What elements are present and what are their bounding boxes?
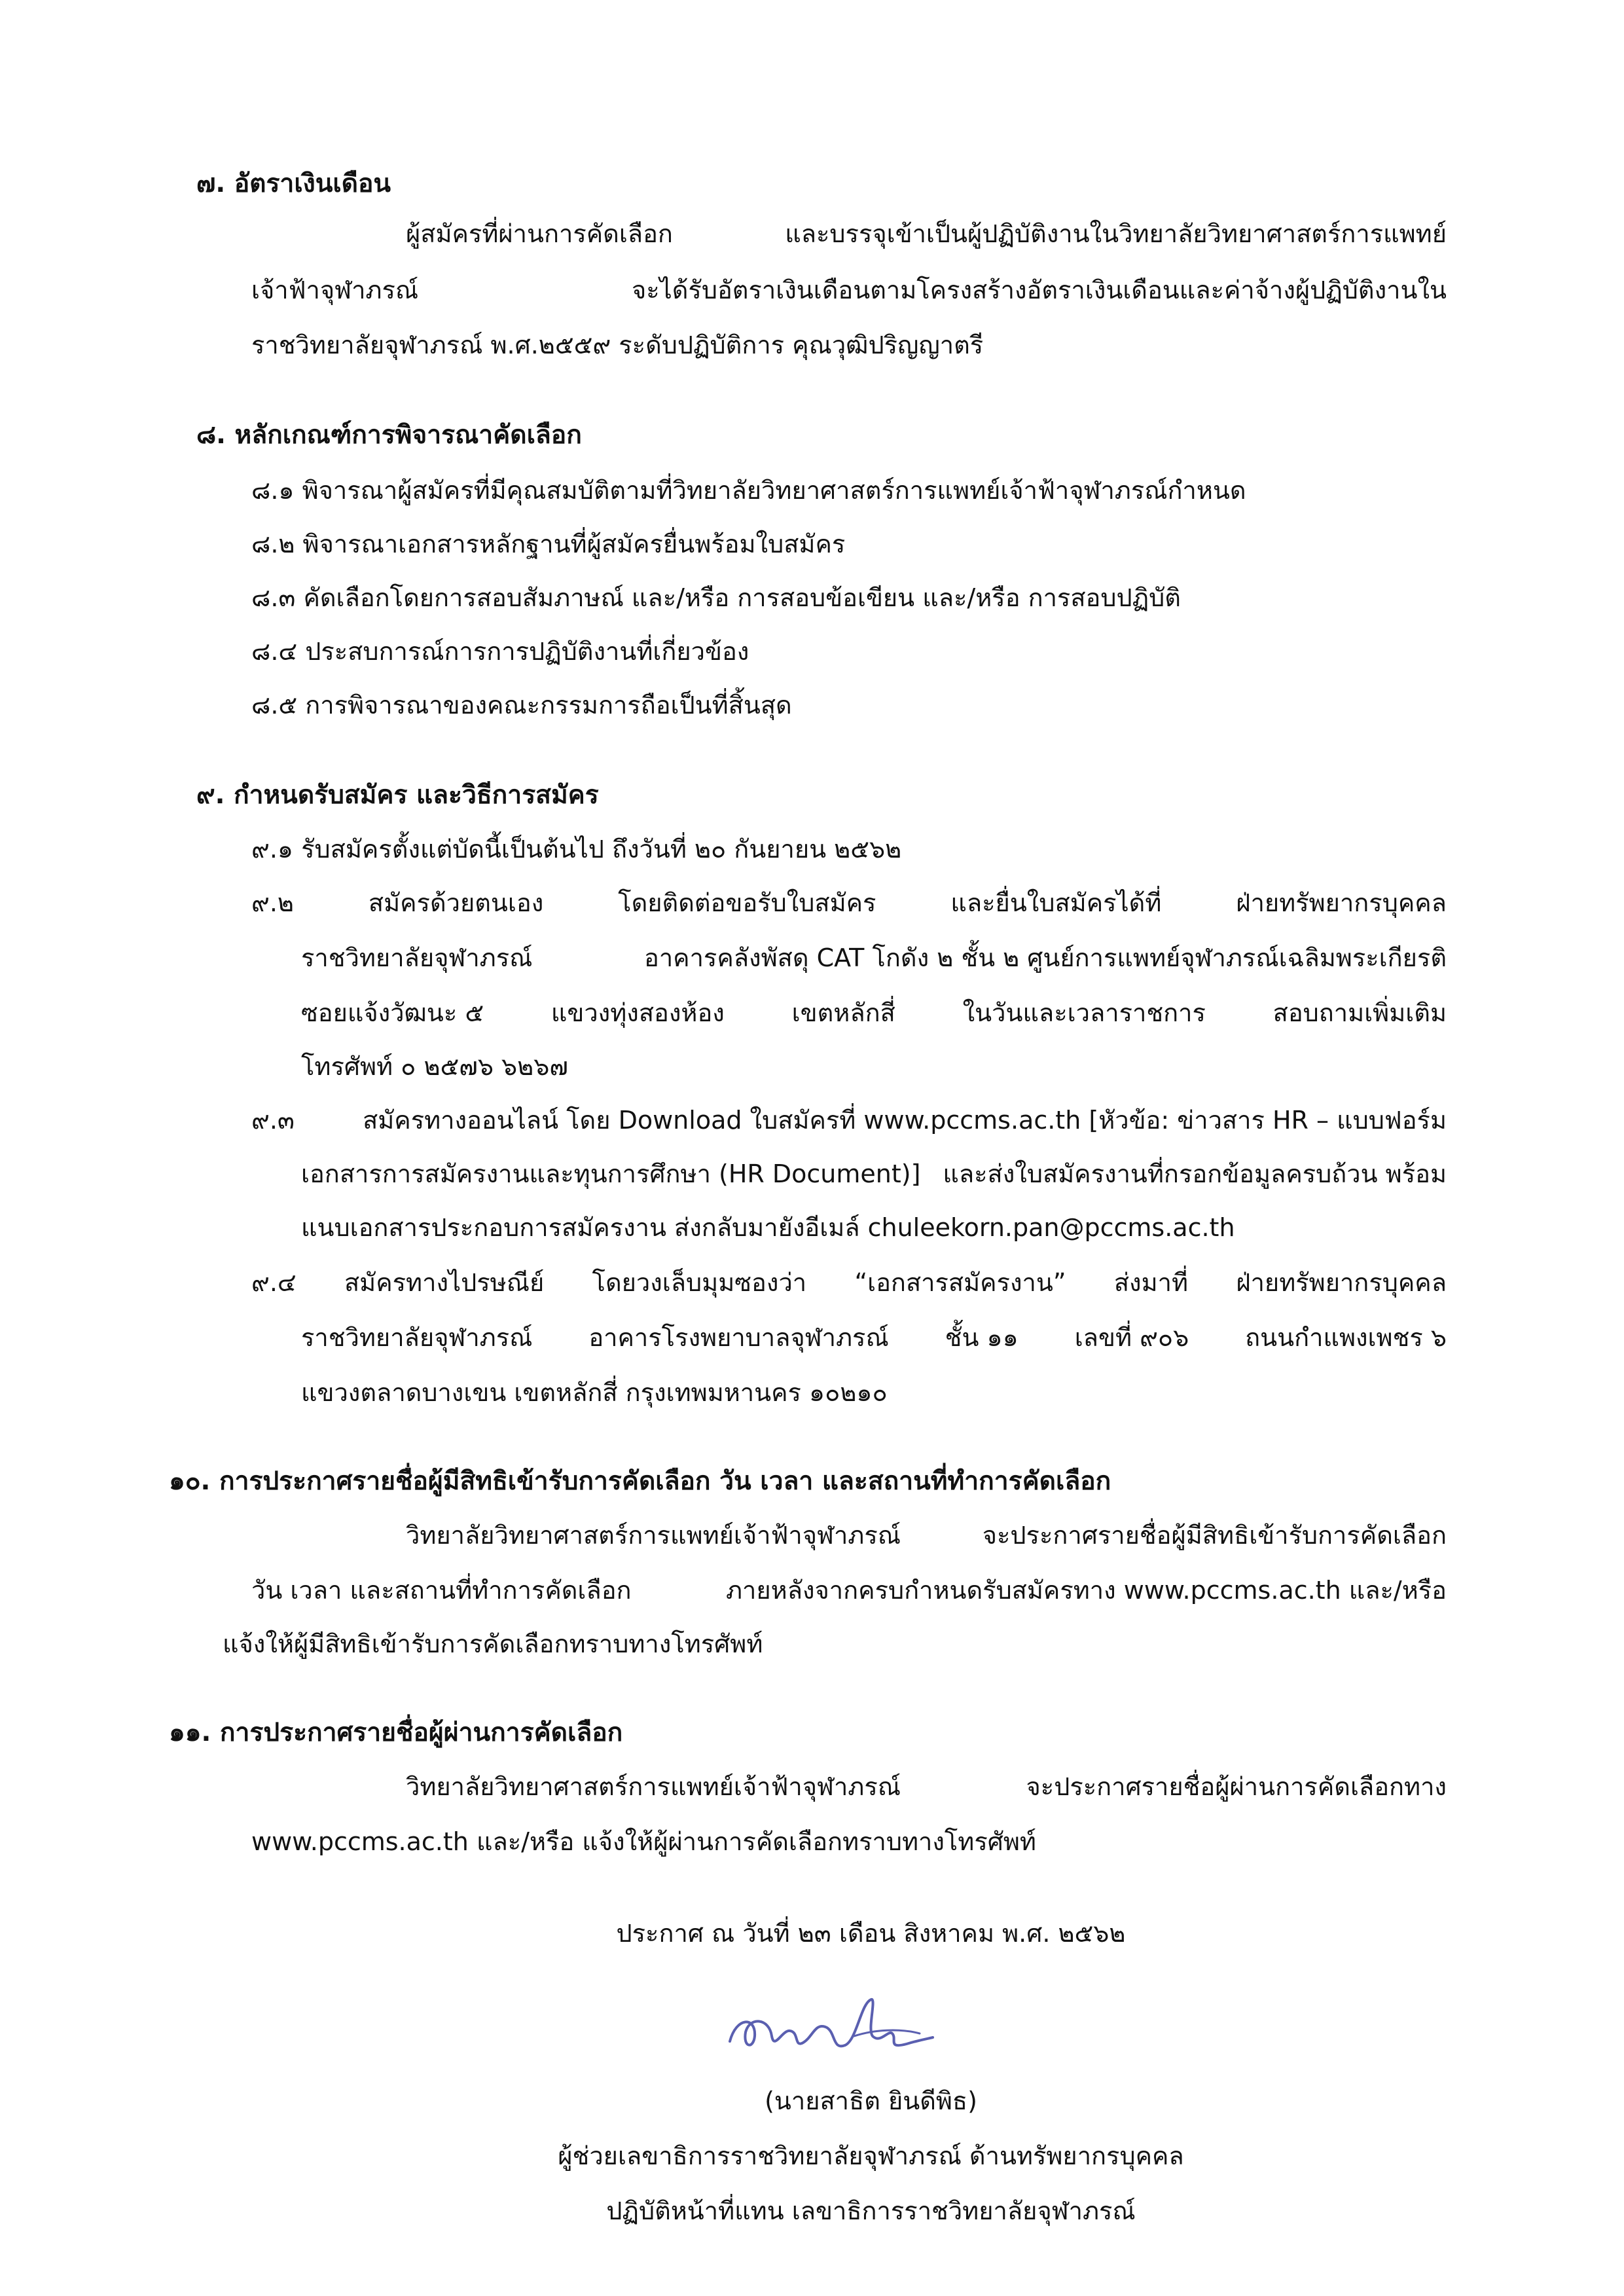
section-8-heading: ๘. หลักเกณฑ์การพิจารณาคัดเลือก	[196, 420, 582, 450]
signatory-acting-title: ปฏิบัติหน้าที่แทน เลขาธิการราชวิทยาลัยจุฬาภรณ์	[606, 2196, 1136, 2225]
application-item: ๙.๒ สมัครด้วยตนเอง โดยติดต่อขอรับใบสมัคร และยื่นใบสมัครได้ที่ ฝ่ายทรัพยากรบุคคล	[251, 888, 1447, 917]
section-7-para-line: ราชวิทยาลัยจุฬาภรณ์ พ.ศ.๒๕๕๙ ระดับปฏิบัติการ คุณวุฒิปริญญาตรี	[251, 331, 984, 359]
section-10-heading: ๑๐. การประกาศรายชื่อผู้มีสิทธิเข้ารับการคัดเลือก วัน เวลา และสถานที่ทำการคัดเลือก	[169, 1467, 1111, 1496]
application-item-cont: ราชวิทยาลัยจุฬาภรณ์ อาคารคลังพัสดุ CAT โกดัง ๒ ชั้น ๒ ศูนย์การแพทย์จุฬาภรณ์เฉลิมพระเกียรติ	[301, 943, 1447, 972]
section-10-para-line: วัน เวลา และสถานที่ทำการคัดเลือก ภายหลังจากครบกำหนดรับสมัครทาง www.pccms.ac.th และ/หรือ	[251, 1576, 1447, 1605]
section-7-heading: ๗. อัตราเงินเดือน	[196, 169, 391, 198]
announcement-date: ประกาศ ณ วันที่ ๒๓ เดือน สิงหาคม พ.ศ. ๒๕๖๒	[616, 1919, 1126, 1948]
section-11-para-line: www.pccms.ac.th และ/หรือ แจ้งให้ผู้ผ่านการคัดเลือกทราบทางโทรศัพท์	[251, 1827, 1036, 1856]
application-item: ๙.๓ สมัครทางออนไลน์ โดย Download ใบสมัครที่ www.pccms.ac.th [หัวข้อ: ข่าวสาร HR – แบบฟอร์ม	[251, 1106, 1447, 1135]
application-item-cont: ซอยแจ้งวัฒนะ ๕ แขวงทุ่งสองห้อง เขตหลักสี่ ในวันและเวลาราชการ สอบถามเพิ่มเติม	[301, 998, 1447, 1027]
section-7-para-line: เจ้าฟ้าจุฬาภรณ์ จะได้รับอัตราเงินเดือนตามโครงสร้างอัตราเงินเดือนและค่าจ้างผู้ปฏิบัติงานใน	[251, 276, 1447, 304]
email-line: แนบเอกสารประกอบการสมัครงาน ส่งกลับมายังอีเมล์ chuleekorn.pan@pccms.ac.th	[301, 1213, 1235, 1242]
application-item-cont: ราชวิทยาลัยจุฬาภรณ์ อาคารโรงพยาบาลจุฬาภรณ์ ชั้น ๑๑ เลขที่ ๙๐๖ ถนนกำแพงเพชร ๖	[301, 1323, 1447, 1352]
section-9-heading: ๙. กำหนดรับสมัคร และวิธีการสมัคร	[196, 780, 599, 810]
criteria-item: ๘.๓ คัดเลือกโดยการสอบสัมภาษณ์ และ/หรือ การสอบข้อเขียน และ/หรือ การสอบปฏิบัติ	[251, 583, 1181, 612]
phone-number: โทรศัพท์ ๐ ๒๕๗๖ ๖๒๖๗	[301, 1052, 568, 1081]
application-item: ๙.๔ สมัครทางไปรษณีย์ โดยวงเล็บมุมซองว่า “เอกสารสมัครงาน” ส่งมาที่ ฝ่ายทรัพยากรบุคคล	[251, 1268, 1447, 1297]
signatory-name: (นายสาธิต ยินดีพิธ)	[765, 2086, 977, 2115]
application-item-cont: เอกสารการสมัครงานและทุนการศึกษา (HR Document)] และส่งใบสมัครงานที่กรอกข้อมูลครบถ้วน พร้อม	[301, 1159, 1447, 1188]
signature-image	[717, 1990, 939, 2069]
section-10-para-line: วิทยาลัยวิทยาศาสตร์การแพทย์เจ้าฟ้าจุฬาภรณ์ จะประกาศรายชื่อผู้มีสิทธิเข้ารับการคัดเลือก	[406, 1521, 1447, 1550]
section-7-para-line: ผู้สมัครที่ผ่านการคัดเลือก และบรรจุเข้าเป็นผู้ปฏิบัติงานในวิทยาลัยวิทยาศาสตร์การแพทย์	[406, 219, 1447, 248]
criteria-item: ๘.๔ ประสบการณ์การการปฏิบัติงานที่เกี่ยวข้อง	[251, 637, 749, 666]
section-11-para-line: วิทยาลัยวิทยาศาสตร์การแพทย์เจ้าฟ้าจุฬาภรณ์ จะประกาศรายชื่อผู้ผ่านการคัดเลือกทาง	[406, 1772, 1447, 1801]
criteria-item: ๘.๑ พิจารณาผู้สมัครที่มีคุณสมบัติตามที่วิทยาลัยวิทยาศาสตร์การแพทย์เจ้าฟ้าจุฬาภรณ์กำหนด	[251, 476, 1246, 505]
signatory-title: ผู้ช่วยเลขาธิการราชวิทยาลัยจุฬาภรณ์ ด้านทรัพยากรบุคคล	[558, 2141, 1184, 2170]
section-11-heading: ๑๑. การประกาศรายชื่อผู้ผ่านการคัดเลือก	[169, 1718, 623, 1747]
section-10-para-line: แจ้งให้ผู้มีสิทธิเข้ารับการคัดเลือกทราบทางโทรศัพท์	[223, 1630, 763, 1658]
application-item: ๙.๑ รับสมัครตั้งแต่บัดนี้เป็นต้นไป ถึงวันที่ ๒๐ กันยายน ๒๕๖๒	[251, 835, 902, 864]
criteria-item: ๘.๕ การพิจารณาของคณะกรรมการถือเป็นที่สิ้นสุด	[251, 691, 792, 720]
address-line: แขวงตลาดบางเขน เขตหลักสี่ กรุงเทพมหานคร ๑๐๒๑๐	[301, 1378, 888, 1407]
criteria-item: ๘.๒ พิจารณาเอกสารหลักฐานที่ผู้สมัครยื่นพร้อมใบสมัคร	[251, 530, 846, 558]
